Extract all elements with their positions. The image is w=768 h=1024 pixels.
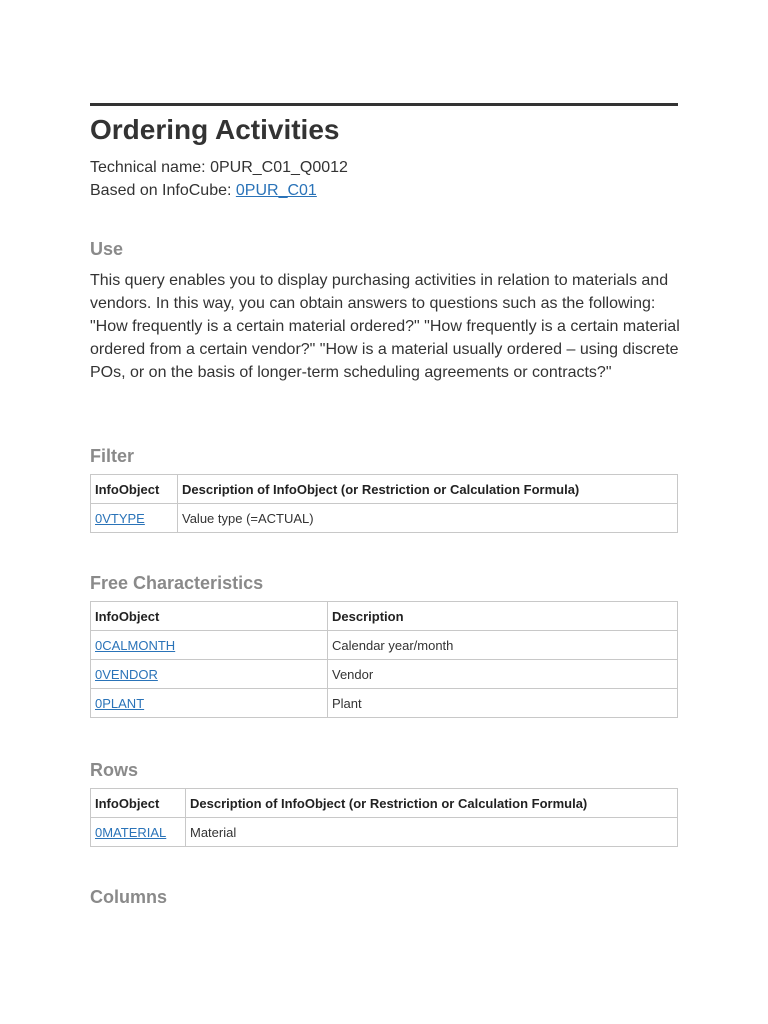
rows-heading: Rows [90, 760, 139, 780]
infocube-link[interactable]: 0PUR_C01 [235, 182, 317, 199]
based-on-label: Based on InfoCube: [90, 182, 236, 199]
table-row [91, 631, 678, 660]
table-cell: Vendor [328, 660, 678, 689]
table-cell [91, 660, 328, 689]
page-title: Ordering Activities [90, 114, 340, 145]
column-header: Description of InfoObject (or Restriction or Calculation Formula) [186, 789, 678, 818]
table-row [91, 504, 678, 533]
table-cell [91, 689, 328, 718]
table-header-row [91, 789, 678, 818]
filter-table [90, 474, 678, 533]
column-header: InfoObject [91, 789, 186, 818]
table-header-row [91, 602, 678, 631]
table-cell: Calendar year/month [328, 631, 678, 660]
table-row [91, 818, 678, 847]
free-characteristics-heading: Free Characteristics [90, 573, 264, 593]
table-cell: Plant [328, 689, 678, 718]
column-header: InfoObject [91, 475, 178, 504]
infoobject-link[interactable]: 0VENDOR [95, 666, 158, 682]
free-characteristics-table [90, 601, 678, 718]
infoobject-link[interactable]: 0PLANT [95, 695, 145, 711]
technical-name: Technical name: 0PUR_C01_Q0012 [90, 159, 348, 176]
table-row [91, 689, 678, 718]
table-cell [91, 631, 328, 660]
table-row [91, 660, 678, 689]
filter-heading: Filter [90, 446, 135, 466]
column-header: Description of InfoObject (or Restriction or Calculation Formula) [178, 475, 678, 504]
table-cell [91, 818, 186, 847]
columns-heading: Columns [90, 887, 168, 907]
table-header-row [91, 475, 678, 504]
infoobject-link[interactable]: 0VTYPE [95, 510, 145, 526]
infoobject-link[interactable]: 0CALMONTH [95, 637, 176, 653]
table-cell: Value type (=ACTUAL) [178, 504, 678, 533]
rows-table [90, 788, 678, 847]
column-header: Description [328, 602, 678, 631]
use-paragraph: This query enables you to display purchasing activities in relation to materials and vendors. In this way, you can obtain answers to questions such as the following: "How frequently is a certain material ordered?" "How frequently is a certain material ordered from a certain vendor?" "How is a material usually ordered – using discrete POs, or on the basis of longer-term scheduling agreements or contracts?" [90, 272, 680, 381]
table-cell: Material [186, 818, 678, 847]
use-heading: Use [90, 239, 124, 259]
table-cell [91, 504, 178, 533]
title-divider [90, 103, 678, 106]
query-meta [90, 156, 348, 202]
based-on-line [90, 179, 348, 202]
infoobject-link[interactable]: 0MATERIAL [95, 824, 167, 840]
column-header: InfoObject [91, 602, 328, 631]
